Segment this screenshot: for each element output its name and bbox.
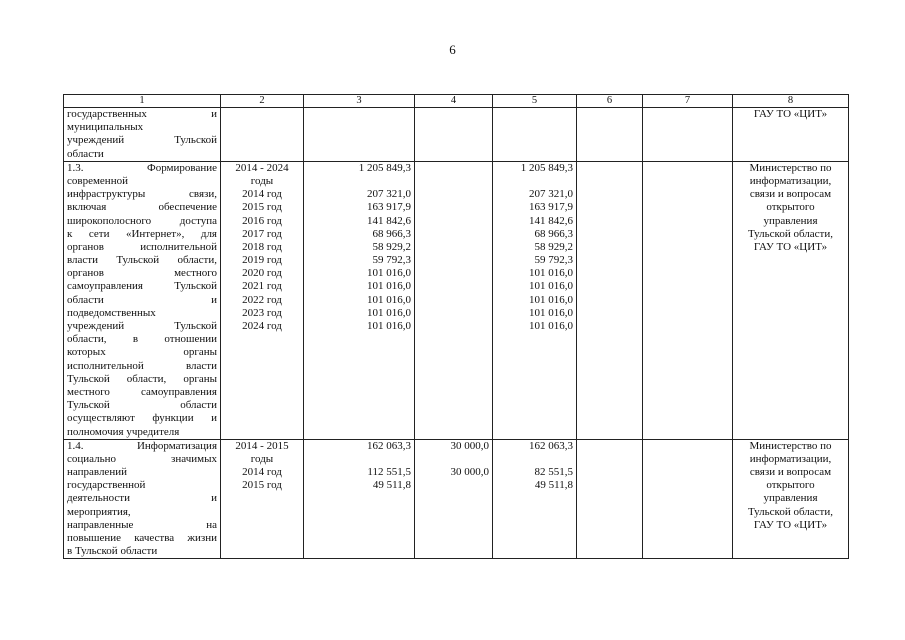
activity-name-line: муниципальных — [67, 121, 144, 134]
funding-value: 59 792,3 — [534, 254, 573, 267]
funding-value: 101 016,0 — [529, 293, 573, 306]
column-header-4: 4 — [415, 95, 493, 108]
funding-value: 207 321,0 — [529, 188, 573, 201]
column-header-7: 7 — [643, 95, 733, 108]
funding-cell-c4 — [415, 439, 493, 559]
funding-value — [496, 453, 573, 466]
empty-cell-c6 — [577, 108, 643, 162]
column-header-8: 8 — [733, 95, 849, 108]
funding-value: 162 063,3 — [367, 439, 411, 452]
activity-name-line: направлений — [67, 466, 127, 479]
period-line: 2014 - 2015 — [235, 439, 289, 452]
funding-value — [307, 453, 411, 466]
activity-name-line: включая обеспечение — [67, 201, 217, 214]
funding-value: 141 842,6 — [367, 214, 411, 227]
activity-name-line: местного самоуправления — [67, 385, 217, 398]
funding-value: 101 016,0 — [529, 306, 573, 319]
table-row — [64, 108, 849, 162]
responsible-line: Министерство по — [749, 161, 832, 174]
funding-cell-c3 — [304, 161, 415, 439]
period-line: 2016 год — [242, 214, 282, 227]
funding-cell-c3 — [304, 439, 415, 559]
period-line: 2015 год — [242, 201, 282, 214]
responsible-cell — [733, 108, 849, 162]
page-number: 6 — [449, 42, 456, 57]
activity-name-line: власти Тульской области, — [67, 254, 217, 267]
responsible-line: Тульской области, — [747, 505, 834, 518]
period-line: 2018 год — [242, 240, 282, 253]
period-line: 2021 год — [242, 280, 282, 293]
period-line: 2019 год — [242, 254, 282, 267]
funding-value: 1 205 849,3 — [358, 161, 411, 174]
funding-value: 163 917,9 — [529, 201, 573, 214]
period-cell — [221, 439, 304, 559]
column-header-5: 5 — [493, 95, 577, 108]
funding-value: 207 321,0 — [367, 188, 411, 201]
funding-value: 162 063,3 — [529, 439, 573, 452]
activity-name-line: исполнительной власти — [67, 359, 217, 372]
period-line: 2017 год — [242, 227, 282, 240]
responsible-line: открытого — [766, 201, 815, 214]
responsible-line: информатизации, — [749, 174, 832, 187]
funding-value: 101 016,0 — [367, 306, 411, 319]
activity-name-line: деятельности и — [67, 492, 217, 505]
activity-name-line: осуществляют функции и — [67, 412, 217, 425]
funding-cell-c4 — [415, 161, 493, 439]
table-row — [64, 161, 849, 439]
responsible-line: открытого — [766, 479, 815, 492]
funding-cell-c5 — [493, 108, 577, 162]
activity-name-line: учреждений Тульской — [67, 320, 217, 332]
responsible-line: управления — [763, 214, 818, 227]
activity-name-line: области и — [67, 293, 217, 306]
funding-value: 82 551,5 — [534, 466, 573, 479]
funding-value: 141 842,6 — [529, 214, 573, 227]
funding-value: 101 016,0 — [367, 280, 411, 293]
funding-value: 101 016,0 — [529, 320, 573, 332]
activity-name-line: области, в отношении — [67, 333, 217, 346]
activity-name-line: подведомственных — [67, 306, 156, 319]
period-line: 2014 - 2024 — [235, 161, 289, 174]
activity-name-line: инфраструктуры связи, — [67, 188, 217, 201]
column-header-3: 3 — [304, 95, 415, 108]
activity-name-line: государственных и — [67, 108, 217, 120]
activity-name-line: Тульской области — [67, 399, 217, 412]
responsible-line: связи и вопросам — [749, 466, 832, 479]
funding-value: 30 000,0 — [450, 439, 489, 452]
budget-table — [63, 94, 849, 559]
funding-value: 101 016,0 — [529, 267, 573, 280]
period-line: 2023 год — [242, 306, 282, 319]
responsible-cell — [733, 161, 849, 439]
activity-name-line: полномочия учредителя — [67, 425, 180, 438]
activity-name-line: широкополосного доступа — [67, 214, 217, 227]
funding-value: 101 016,0 — [529, 280, 573, 293]
activity-name-line: учреждений Тульской — [67, 134, 217, 147]
activity-name-line: области — [67, 147, 104, 160]
activity-name-cell — [64, 161, 221, 439]
responsible-line: информатизации, — [749, 452, 832, 465]
funding-value — [496, 175, 573, 188]
column-header-6: 6 — [577, 95, 643, 108]
funding-value: 59 792,3 — [372, 254, 411, 267]
activity-name-cell — [64, 108, 221, 162]
activity-name-line: которых органы — [67, 346, 217, 359]
funding-value: 112 551,5 — [367, 466, 411, 479]
funding-cell-c3 — [304, 108, 415, 162]
activity-name-line: мероприятия, — [67, 505, 131, 518]
funding-value: 1 205 849,3 — [520, 161, 573, 174]
activity-name-line: социально значимых — [67, 452, 217, 465]
responsible-line: Министерство по — [749, 439, 832, 452]
activity-name-line: Тульской области, органы — [67, 372, 217, 385]
responsible-line: Тульской области, — [747, 227, 834, 240]
activity-name-line: современной — [67, 174, 128, 187]
funding-value: 101 016,0 — [367, 267, 411, 280]
funding-value — [418, 479, 489, 492]
period-line: 2020 год — [242, 267, 282, 280]
responsible-line: ГАУ ТО «ЦИТ» — [753, 108, 828, 120]
header-row — [64, 95, 849, 108]
funding-value — [418, 453, 489, 466]
responsible-cell — [733, 439, 849, 559]
funding-value: 163 917,9 — [367, 201, 411, 214]
column-header-1: 1 — [64, 95, 221, 108]
empty-cell-c6 — [577, 439, 643, 559]
funding-value: 30 000,0 — [450, 466, 489, 479]
funding-value: 101 016,0 — [367, 320, 411, 332]
activity-name-line: государственной — [67, 479, 146, 492]
period-line: 2015 год — [242, 479, 282, 492]
column-header-2: 2 — [221, 95, 304, 108]
period-line: годы — [250, 174, 274, 187]
funding-value: 49 511,8 — [534, 479, 573, 492]
period-line: годы — [250, 452, 274, 465]
activity-name-line: 1.4. Информатизация — [67, 439, 217, 452]
funding-value: 68 966,3 — [534, 227, 573, 240]
activity-name-line: в Тульской области — [67, 545, 158, 558]
funding-value — [307, 175, 411, 188]
responsible-line: управления — [763, 492, 818, 505]
activity-name-line: органов исполнительной — [67, 240, 217, 253]
period-line: 2014 год — [242, 466, 282, 479]
responsible-line: ГАУ ТО «ЦИТ» — [753, 518, 828, 531]
funding-value: 58 929,2 — [372, 240, 411, 253]
empty-cell-c7 — [643, 161, 733, 439]
funding-value: 68 966,3 — [372, 227, 411, 240]
activity-name-line: повышение качества жизни — [67, 532, 217, 544]
activity-name-line: 1.3. Формирование — [67, 161, 217, 174]
funding-value: 101 016,0 — [367, 293, 411, 306]
activity-name-line: самоуправления Тульской — [67, 280, 217, 293]
funding-value: 49 511,8 — [372, 479, 411, 492]
funding-cell-c4 — [415, 108, 493, 162]
responsible-line: ГАУ ТО «ЦИТ» — [753, 240, 828, 253]
period-cell — [221, 161, 304, 439]
activity-name-cell — [64, 439, 221, 559]
responsible-line: связи и вопросам — [749, 188, 832, 201]
table-row — [64, 439, 849, 559]
period-cell — [221, 108, 304, 162]
period-line: 2014 год — [242, 188, 282, 201]
empty-cell-c7 — [643, 439, 733, 559]
period-line: 2024 год — [242, 320, 282, 332]
empty-cell-c6 — [577, 161, 643, 439]
period-line: 2022 год — [242, 293, 282, 306]
funding-value: 58 929,2 — [534, 240, 573, 253]
empty-cell-c7 — [643, 108, 733, 162]
activity-name-line: направленные на — [67, 518, 217, 531]
activity-name-line: к сети «Интернет», для — [67, 227, 217, 240]
funding-cell-c5 — [493, 161, 577, 439]
activity-name-line: органов местного — [67, 267, 217, 280]
funding-cell-c5 — [493, 439, 577, 559]
